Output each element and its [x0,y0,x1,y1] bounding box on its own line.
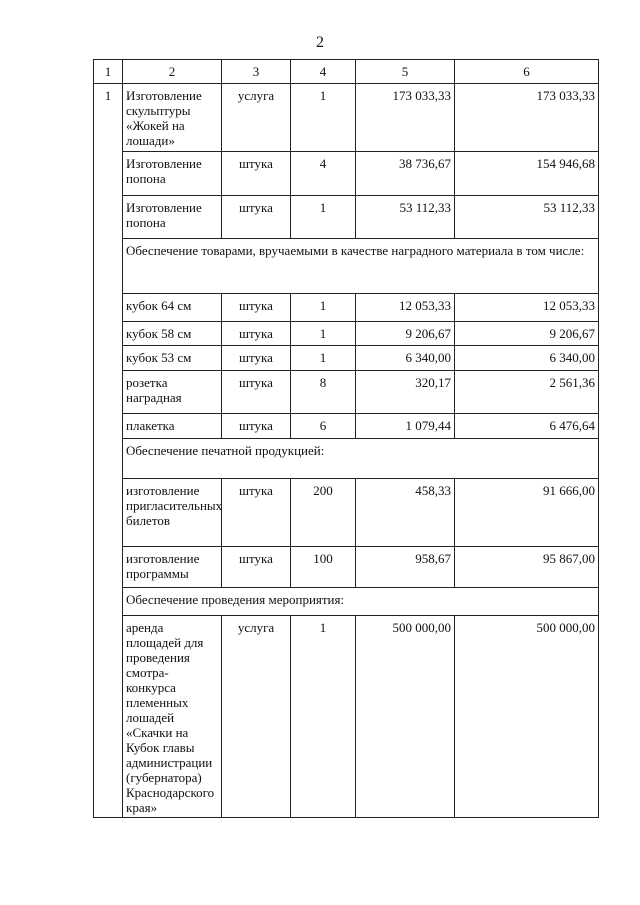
column-number: 6 [455,60,599,84]
table-row [94,616,599,818]
group-number: 1 [94,84,123,818]
item-price: 38 736,67 [356,152,455,196]
item-price: 500 000,00 [356,616,455,818]
item-quantity: 4 [291,152,356,196]
item-price: 320,17 [356,371,455,414]
item-total: 91 666,00 [455,479,599,547]
item-name: аренда площадей для проведения смотра-конкурса племенных лошадей «Скачки на Кубок главы администрации (губернатора) Краснодарского края» [123,616,222,818]
item-unit: штука [222,371,291,414]
table-row [94,322,599,346]
item-unit: услуга [222,616,291,818]
item-quantity: 100 [291,547,356,588]
item-total: 6 340,00 [455,346,599,371]
item-price: 1 079,44 [356,414,455,439]
table-row [94,414,599,439]
page-number: 2 [316,34,324,51]
item-quantity: 1 [291,346,356,371]
item-total: 53 112,33 [455,196,599,239]
item-quantity: 1 [291,294,356,322]
item-price: 6 340,00 [356,346,455,371]
table-row [94,346,599,371]
table-row [94,84,599,152]
item-total: 2 561,36 [455,371,599,414]
section-row [94,588,599,616]
item-total: 12 053,33 [455,294,599,322]
item-total: 9 206,67 [455,322,599,346]
item-total: 500 000,00 [455,616,599,818]
item-quantity: 1 [291,84,356,152]
item-unit: штука [222,346,291,371]
item-name: Изготовление скульптуры «Жокей на лошади» [123,84,222,152]
table-row [94,371,599,414]
item-total: 6 476,64 [455,414,599,439]
item-price: 458,33 [356,479,455,547]
item-quantity: 200 [291,479,356,547]
section-heading: Обеспечение печатной продукцией: [123,439,599,479]
item-quantity: 6 [291,414,356,439]
item-total: 173 033,33 [455,84,599,152]
item-name: Изготовление попона [123,196,222,239]
item-quantity: 1 [291,196,356,239]
item-unit: штука [222,414,291,439]
item-price: 53 112,33 [356,196,455,239]
item-name: изготовление пригласительных билетов [123,479,222,547]
item-name: кубок 58 см [123,322,222,346]
cost-table [93,59,599,818]
item-total: 95 867,00 [455,547,599,588]
item-name: кубок 64 см [123,294,222,322]
item-unit: штука [222,294,291,322]
table-row [94,196,599,239]
item-name: изготовление программы [123,547,222,588]
item-total: 154 946,68 [455,152,599,196]
item-unit: штука [222,152,291,196]
column-number: 2 [123,60,222,84]
item-quantity: 1 [291,616,356,818]
item-name: Изготовление попона [123,152,222,196]
section-row [94,439,599,479]
column-number: 1 [94,60,123,84]
item-unit: штука [222,547,291,588]
item-quantity: 8 [291,371,356,414]
section-heading: Обеспечение товарами, вручаемыми в качестве наградного материала в том числе: [123,239,599,294]
item-unit: штука [222,322,291,346]
table-row [94,547,599,588]
item-unit: штука [222,196,291,239]
table-row [94,294,599,322]
item-name: розетка наградная [123,371,222,414]
item-price: 958,67 [356,547,455,588]
column-number: 5 [356,60,455,84]
table-row [94,479,599,547]
section-heading: Обеспечение проведения мероприятия: [123,588,599,616]
item-price: 173 033,33 [356,84,455,152]
item-unit: штука [222,479,291,547]
item-name: кубок 53 см [123,346,222,371]
item-name: плакетка [123,414,222,439]
column-number: 3 [222,60,291,84]
table-row [94,152,599,196]
column-number: 4 [291,60,356,84]
column-number-row [94,60,599,84]
item-price: 12 053,33 [356,294,455,322]
item-price: 9 206,67 [356,322,455,346]
item-quantity: 1 [291,322,356,346]
item-unit: услуга [222,84,291,152]
section-row [94,239,599,294]
